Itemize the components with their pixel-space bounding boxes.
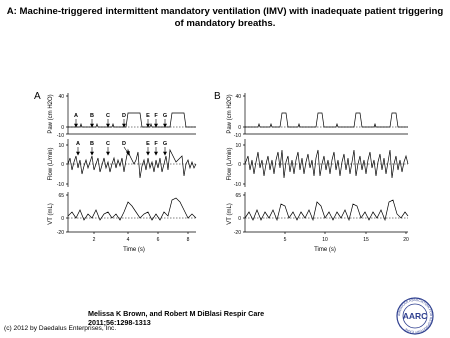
tick: 5 [283, 237, 287, 243]
marker-f: F [154, 113, 158, 119]
panel-a-vt-trace [68, 198, 196, 220]
logo-text: AARC [402, 311, 428, 321]
panel-a-paw-arrows [75, 119, 167, 127]
tick: -20 [233, 230, 241, 236]
panel-b-vt-trace [245, 200, 408, 220]
marker-g: G [162, 141, 168, 147]
marker-b: B [90, 141, 94, 147]
logo-ring-text: AMERICAN ASSOCIATION FOR RESPIRATORY CARE [396, 297, 434, 335]
panel-a-zero-lines [68, 127, 196, 218]
tick: 2 [92, 237, 96, 243]
marker-b: B [90, 113, 94, 119]
panel-b-flow-label: Flow (L/min) [227, 147, 233, 181]
marker-a: A [76, 141, 80, 147]
tick: -10 [56, 182, 64, 188]
marker-e: E [146, 141, 150, 147]
tick: 0 [61, 125, 64, 131]
panel-a-flow-arrows [77, 147, 167, 155]
tick: 10 [58, 143, 64, 149]
panel-a-waveforms [68, 113, 196, 220]
marker-g: G [162, 113, 168, 119]
tick: 0 [61, 216, 64, 222]
panel-b-y-ticks [234, 94, 241, 236]
panel-a-axes [66, 93, 196, 234]
citation-authors: Melissa K Brown, and Robert M DiBlasi Respir Care [88, 309, 265, 318]
panel-a-x-label: Time (s) [123, 247, 145, 253]
marker-c: C [106, 141, 110, 147]
citation-reference: 2011;56:1298-1313 [88, 318, 151, 327]
slide-title: A: Machine-triggered intermittent mandatory ventilation (IMV) with inadequate patient triggering of mandatory breaths. [6, 6, 444, 29]
panel-b-waveforms [245, 113, 408, 220]
panel-b-paw-label: Paw (cm H2O) [227, 94, 233, 134]
tick: -20 [56, 230, 64, 236]
tick: 40 [58, 94, 64, 100]
marker-c: C [106, 113, 110, 119]
panel-a-y-ticks [57, 94, 64, 236]
tick: 6 [156, 237, 160, 243]
marker-d: D [122, 141, 126, 147]
tick: 10 [322, 237, 328, 243]
tick: 65 [235, 193, 241, 199]
panel-b-vt-label: VT (mL) [227, 203, 233, 225]
tick: 0 [238, 125, 241, 131]
marker-e: E [146, 113, 150, 119]
tick: 20 [403, 237, 409, 243]
tick: 4 [126, 237, 130, 243]
panel-a-paw-trace [68, 113, 196, 127]
tick: -10 [56, 133, 64, 139]
tick: 0 [238, 216, 241, 222]
panel-label-b: B [214, 91, 221, 102]
panel-label-a: A [34, 91, 41, 102]
panel-a-vt-label: VT (mL) [48, 203, 54, 225]
marker-d: D [122, 113, 126, 119]
tick: -10 [233, 133, 241, 139]
tick: -10 [233, 182, 241, 188]
aarc-logo-seal [393, 296, 437, 336]
panel-a-x-ticks [93, 237, 190, 243]
tick: 65 [58, 193, 64, 199]
panel-b-x-label: Time (s) [314, 247, 336, 253]
panel-a-flow-markers [76, 141, 167, 147]
marker-a: A [74, 113, 78, 119]
tick: 0 [61, 162, 64, 168]
panel-b-paw-trace [245, 113, 408, 127]
panel-b-zero-lines [245, 127, 408, 218]
panel-a-flow-label: Flow (L/min) [48, 147, 54, 181]
marker-f: F [154, 141, 158, 147]
tick: 8 [186, 237, 190, 243]
tick: 10 [235, 143, 241, 149]
copyright-notice: (c) 2012 by Daedalus Enterprises, Inc. [4, 325, 117, 332]
tick: 0 [238, 162, 241, 168]
tick: 40 [235, 94, 241, 100]
tick: 15 [363, 237, 369, 243]
panel-a-paw-label: Paw (cm H2O) [48, 94, 54, 134]
panel-a-paw-markers [74, 113, 167, 119]
panel-b-x-ticks [284, 237, 409, 243]
